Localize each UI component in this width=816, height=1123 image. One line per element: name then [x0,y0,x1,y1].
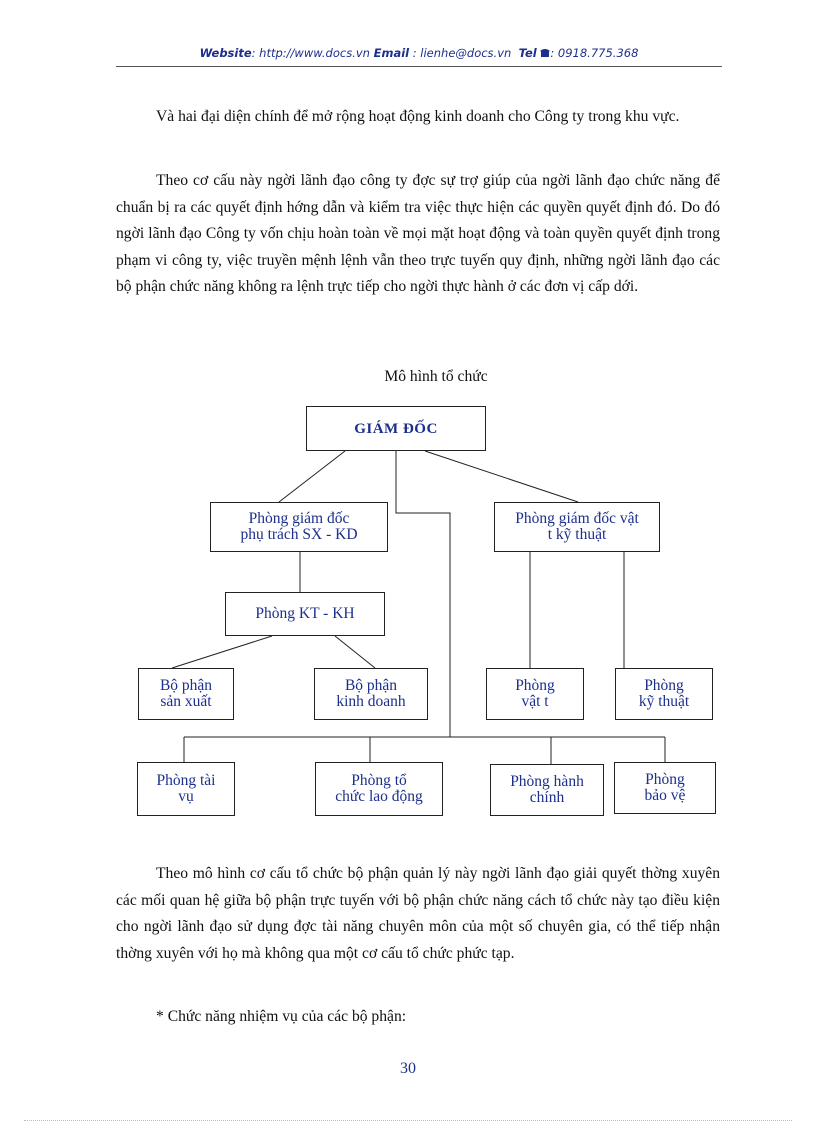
email-value: : lienhe@docs.vn [412,46,512,60]
box-deputy-production: Phòng giám đốc phụ trách SX - KD [210,502,388,552]
box-deputy-technical: Phòng giám đốc vật t kỹ thuật [494,502,660,552]
connector-planning-business [335,636,375,668]
email-label: Email [373,46,410,60]
tel-label: Tel [518,46,537,60]
connector-director-deputy-tech [425,451,578,502]
box-admin: Phòng hành chính [490,764,604,816]
website-url: : http://www.docs.vn [251,46,370,60]
connector-director-deputy-prod [279,451,345,502]
box-business: Bộ phận kinh doanh [314,668,428,720]
bullet-heading: * Chức năng nhiệm vụ của các bộ phận: [156,1008,407,1025]
paragraph-2: Theo cơ cấu này ngời lãnh đạo công ty đợc sự trợ giúp của ngời lãnh đạo chức năng để chuẩn bị ra các quyết định hớng dẫn và kiểm tra việc thực hiện các quyền quyết định đó. Do đó ngời lãnh đạo Công ty vốn chịu hoàn toàn về mọi mặt hoạt động và toàn quyền quyết định trong phạm vi công ty, việc truyền mệnh lệnh vẫn theo trực tuyến quy định, những ngời lãnh đạo các bộ phận chức năng không ra lệnh trực tiếp cho ngời thực hành ở các đơn vị cấp dới. [116,172,720,295]
paragraph-1: Và hai đại diện chính để mở rộng hoạt động kinh doanh cho Công ty trong khu vực. [156,108,680,125]
box-hr: Phòng tổ chức lao động [315,762,443,816]
box-technical: Phòng kỹ thuật [615,668,713,720]
box-security: Phòng bảo vệ [614,762,716,814]
website-label: Website [199,46,252,60]
connector-planning-production [172,636,272,668]
tel-value: : 0918.775.368 [550,46,639,60]
box-director: GIÁM ĐỐC [306,406,486,451]
footer-divider [24,1120,792,1121]
box-materials: Phòng vật t [486,668,584,720]
box-planning: Phòng KT - KH [225,592,385,636]
box-production: Bộ phận sản xuất [138,668,234,720]
diagram-caption: Mô hình tổ chức [384,368,488,385]
paragraph-3: Theo mô hình cơ cấu tổ chức bộ phận quản lý này ngời lãnh đạo giải quyết thờng xuyên các mối quan hệ giữa bộ phận trực tuyến với bộ phận chức năng cách tổ chức này tạo điều kiện cho ngời lãnh đạo sử dụng đợc tài năng chuyên môn của một số chuyên gia, có thể tiếp nhận thờng xuyên với họ mà không qua một cơ cấu tổ chức phức tạp. [116,865,720,962]
page-number: 30 [400,1060,416,1077]
box-finance: Phòng tài vụ [137,762,235,816]
